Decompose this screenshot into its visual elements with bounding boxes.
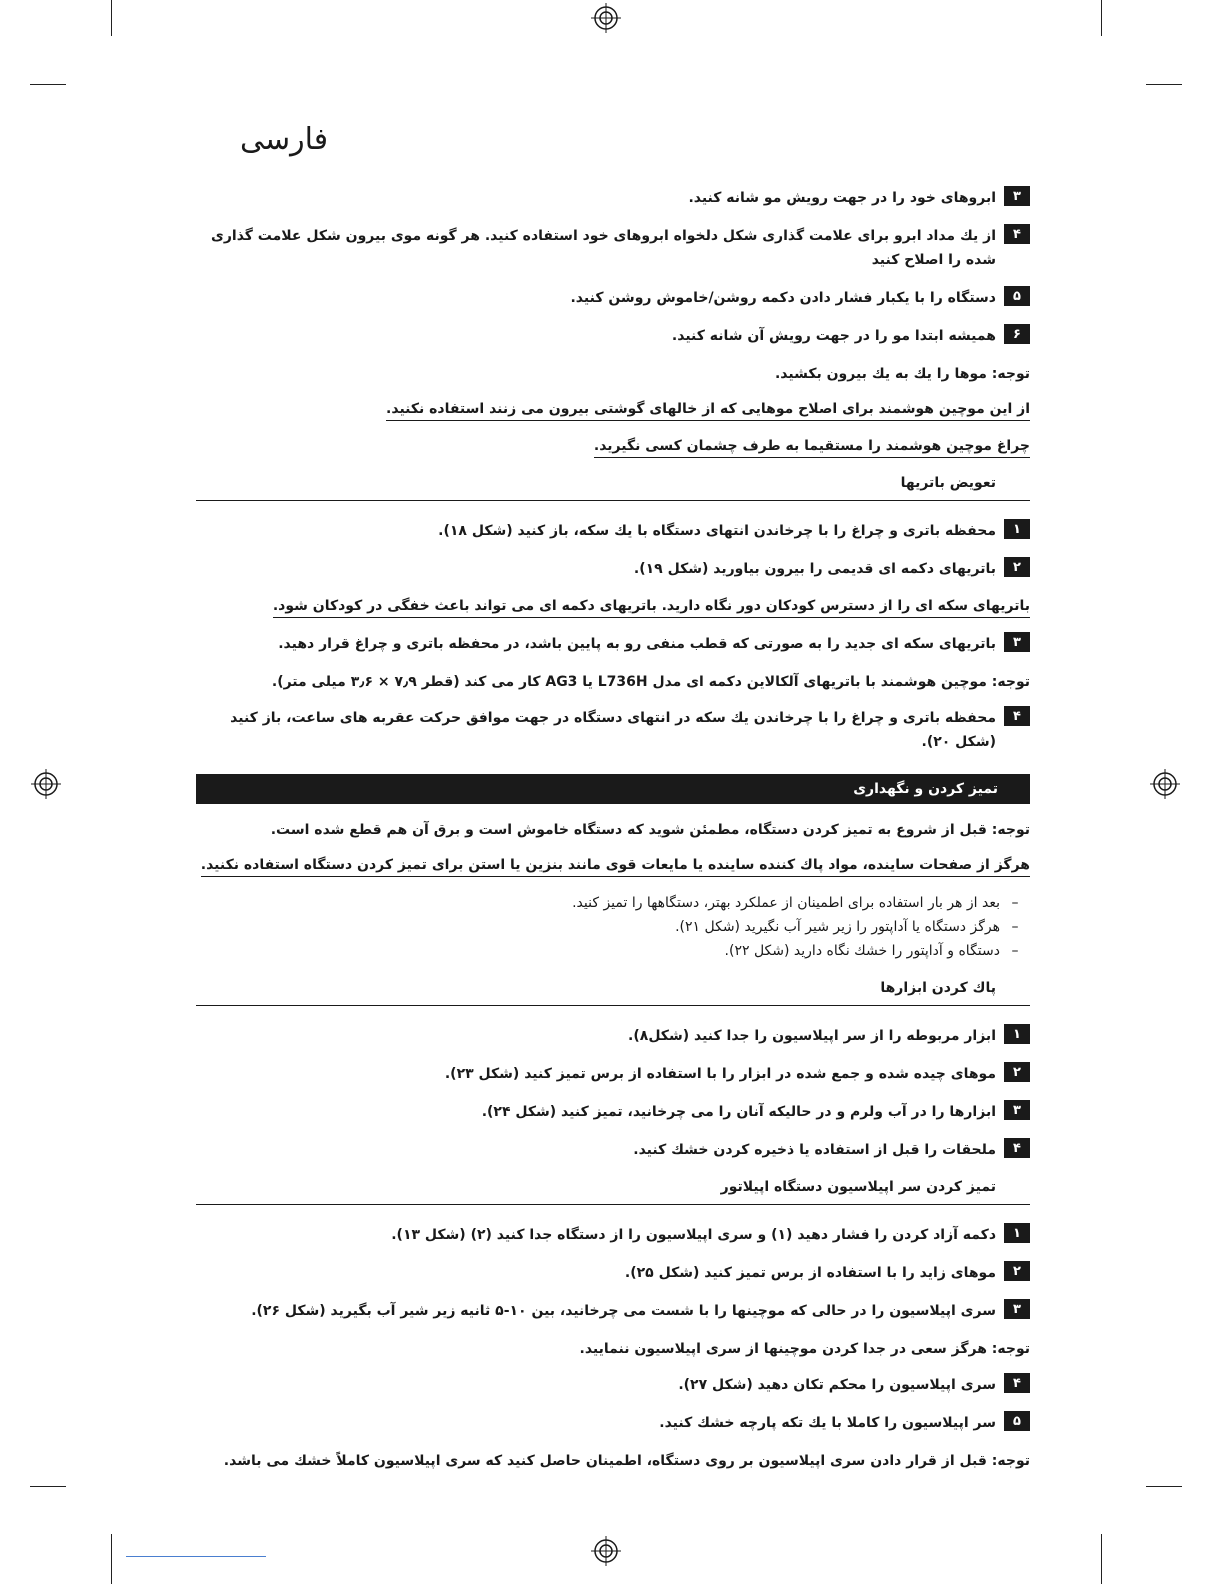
step-text: باتریهای دكمه ای قدیمی را بیرون بیاورید (شكل ۱۹). bbox=[633, 561, 996, 577]
step-number: ۳ bbox=[1004, 1100, 1030, 1120]
warning-text: هرگز از صفحات ساینده، مواد پاك كننده ساینده یا مایعات قوی مانند بنزین یا استن برای تمیز كردن دستگاه استفاده نكنید. bbox=[201, 854, 1030, 877]
step-text: محفظه باتری و چراغ را با چرخاندن یك سكه در انتهای دستگاه در جهت موافق حركت عقربه های ساعت، باز كنید (شكل ۲۰). bbox=[230, 710, 996, 750]
step-number: ۵ bbox=[1004, 286, 1030, 306]
step-item bbox=[196, 557, 1030, 581]
step-item bbox=[196, 1138, 1030, 1162]
step-item bbox=[196, 706, 1030, 754]
step-text: باتریهای سكه ای جدید را به صورتی كه قطب منفی رو به پایین باشد، در محفظه باتری و چراغ قرار دهید. bbox=[278, 636, 996, 652]
note-text: توجه: قبل از قرار دادن سری اپیلاسیون بر روی دستگاه، اطمینان حاصل كنید كه سری اپیلاسیون كاملاً خشك می باشد. bbox=[223, 1453, 1030, 1469]
step-item bbox=[196, 1299, 1030, 1323]
step-text: موهای زاید را با استفاده از برس تمیز كنید (شكل ۲۵). bbox=[624, 1265, 996, 1281]
step-number: ۳ bbox=[1004, 186, 1030, 206]
step-item bbox=[196, 286, 1030, 310]
crop-mark bbox=[111, 1534, 112, 1584]
crop-mark bbox=[30, 1486, 66, 1487]
note-text: توجه: قبل از شروع به تمیز كردن دستگاه، مطمئن شوید كه دستگاه خاموش است و برق آن هم قطع شده است. bbox=[270, 822, 1030, 838]
step-number: ۲ bbox=[1004, 1062, 1030, 1082]
registration-mark-icon bbox=[591, 1536, 621, 1566]
note-text: توجه: موها را یك به یك بیرون بكشید. bbox=[774, 366, 1030, 382]
step-number: ۳ bbox=[1004, 1299, 1030, 1319]
note-text: توجه: هرگز سعی در جدا كردن موچینها از سری اپیلاسیون ننمایید. bbox=[579, 1341, 1030, 1357]
bullet-text: هرگز دستگاه یا آداپتور را زیر شیر آب نگیرید (شكل ۲۱). bbox=[675, 919, 1000, 935]
step-item bbox=[196, 1373, 1030, 1397]
bullet-dash: – bbox=[1011, 919, 1019, 935]
step-text: دستگاه را با یكبار فشار دادن دكمه روشن/خاموش روشن كنید. bbox=[570, 290, 996, 306]
step-number: ۱ bbox=[1004, 1024, 1030, 1044]
note-text: توجه: موچین هوشمند با باتریهای آلكالاین دكمه ای مدل L736H یا AG3 كار می كند (قطر ۷٫۹ × ۳٫۶ میلی متر). bbox=[271, 674, 1030, 690]
bullet-text: بعد از هر بار استفاده برای اطمینان از عملكرد بهتر، دستگاهها را تمیز كنید. bbox=[572, 895, 1000, 911]
registration-mark-icon bbox=[31, 769, 61, 799]
step-item bbox=[196, 1261, 1030, 1285]
step-item bbox=[196, 632, 1030, 656]
warning-text: چراغ موچین هوشمند را مستقیما به طرف چشمان كسی نگیرید. bbox=[594, 435, 1030, 458]
step-text: سری اپیلاسیون را در حالی كه موچینها را با شست می چرخانید، بین ۱۰-۵ ثانیه زیر شیر آب بگیرید (شكل ۲۶). bbox=[251, 1303, 996, 1319]
registration-mark-icon bbox=[591, 3, 621, 33]
step-text: محفظه باتری و چراغ را با چرخاندن انتهای دستگاه با یك سكه، باز كنید (شكل ۱۸). bbox=[438, 523, 996, 539]
step-item bbox=[196, 1024, 1030, 1048]
list-item bbox=[196, 891, 1030, 915]
step-item bbox=[196, 1411, 1030, 1435]
step-item bbox=[196, 1223, 1030, 1247]
step-item bbox=[196, 324, 1030, 348]
footer-link-underline bbox=[126, 1556, 266, 1557]
step-number: ۶ bbox=[1004, 324, 1030, 344]
bullet-list bbox=[196, 891, 1030, 963]
step-text: دكمه آزاد كردن را فشار دهید (۱) و سری اپیلاسیون را از دستگاه جدا كنید (۲) (شكل ۱۳). bbox=[391, 1227, 996, 1243]
crop-mark bbox=[1101, 1534, 1102, 1584]
steps-top bbox=[196, 186, 1030, 348]
page-title: فارسی bbox=[240, 122, 329, 157]
step-item bbox=[196, 224, 1030, 272]
step-text: ابزارها را در آب ولرم و در حالیكه آنان را می چرخانید، تمیز كنید (شكل ۲۴). bbox=[481, 1104, 996, 1120]
crop-mark bbox=[1146, 84, 1182, 85]
step-item bbox=[196, 1062, 1030, 1086]
step-text: ابروهای خود را در جهت رویش مو شانه کنید. bbox=[688, 190, 996, 206]
crop-mark bbox=[30, 84, 66, 85]
bullet-text: دستگاه و آداپتور را خشك نگاه دارید (شكل ۲۲). bbox=[724, 943, 1000, 959]
step-number: ۴ bbox=[1004, 1138, 1030, 1158]
step-item bbox=[196, 186, 1030, 210]
step-number: ۱ bbox=[1004, 519, 1030, 539]
step-item bbox=[196, 519, 1030, 543]
step-number: ۴ bbox=[1004, 1373, 1030, 1393]
step-item bbox=[196, 1100, 1030, 1124]
step-text: از یك مداد ابرو برای علامت گذاری شكل دلخواه ابروهای خود استفاده كنید. هر گونه موی بیرون شكل علامت گذاری شده را اصلاح كنید bbox=[211, 228, 996, 268]
step-text: همیشه ابتدا مو را در جهت رویش آن شانه كنید. bbox=[671, 328, 996, 344]
step-text: سری اپیلاسیون را محكم تكان دهید (شكل ۲۷). bbox=[678, 1377, 996, 1393]
section-heading-tools: پاك كردن ابزارها bbox=[196, 977, 1030, 1006]
section-heading-epilator-head: تمیز كردن سر اپیلاسیون دستگاه اپیلاتور bbox=[196, 1176, 1030, 1205]
section-bar-cleaning: تمیز كردن و نگهداری bbox=[196, 774, 1030, 804]
step-text: ملحقات را قبل از استفاده یا ذخیره كردن خشك كنید. bbox=[633, 1142, 996, 1158]
registration-mark-icon bbox=[1150, 769, 1180, 799]
step-text: ابزار مربوطه را از سر اپیلاسیون را جدا كنید (شكل۸). bbox=[628, 1028, 996, 1044]
step-number: ۲ bbox=[1004, 1261, 1030, 1281]
list-item bbox=[196, 939, 1030, 963]
crop-mark bbox=[111, 0, 112, 36]
list-item bbox=[196, 915, 1030, 939]
warning-text: باتریهای سكه ای را از دسترس كودكان دور نگاه دارید. باتریهای دكمه ای می تواند باعث خفگی در كودكان شود. bbox=[273, 595, 1030, 618]
step-text: موهای چیده شده و جمع شده در ابزار را با استفاده از برس تمیز كنید (شكل ۲۳). bbox=[444, 1066, 996, 1082]
bullet-dash: – bbox=[1011, 895, 1019, 911]
step-number: ۴ bbox=[1004, 224, 1030, 244]
bullet-dash: – bbox=[1011, 943, 1019, 959]
crop-mark bbox=[1146, 1486, 1182, 1487]
step-number: ۳ bbox=[1004, 632, 1030, 652]
step-number: ۵ bbox=[1004, 1411, 1030, 1431]
warning-text: از این موچین هوشمند برای اصلاح موهایی كه از خالهای گوشتی بیرون می زنند استفاده نكنید. bbox=[386, 398, 1030, 421]
section-heading-batteries: تعویض باتریها bbox=[196, 472, 1030, 501]
step-number: ۱ bbox=[1004, 1223, 1030, 1243]
step-number: ۲ bbox=[1004, 557, 1030, 577]
step-text: سر اپیلاسیون را كاملا با یك تكه پارچه خشك كنید. bbox=[659, 1415, 996, 1431]
main-content bbox=[196, 186, 1030, 1485]
step-number: ۴ bbox=[1004, 706, 1030, 726]
crop-mark bbox=[1101, 0, 1102, 36]
